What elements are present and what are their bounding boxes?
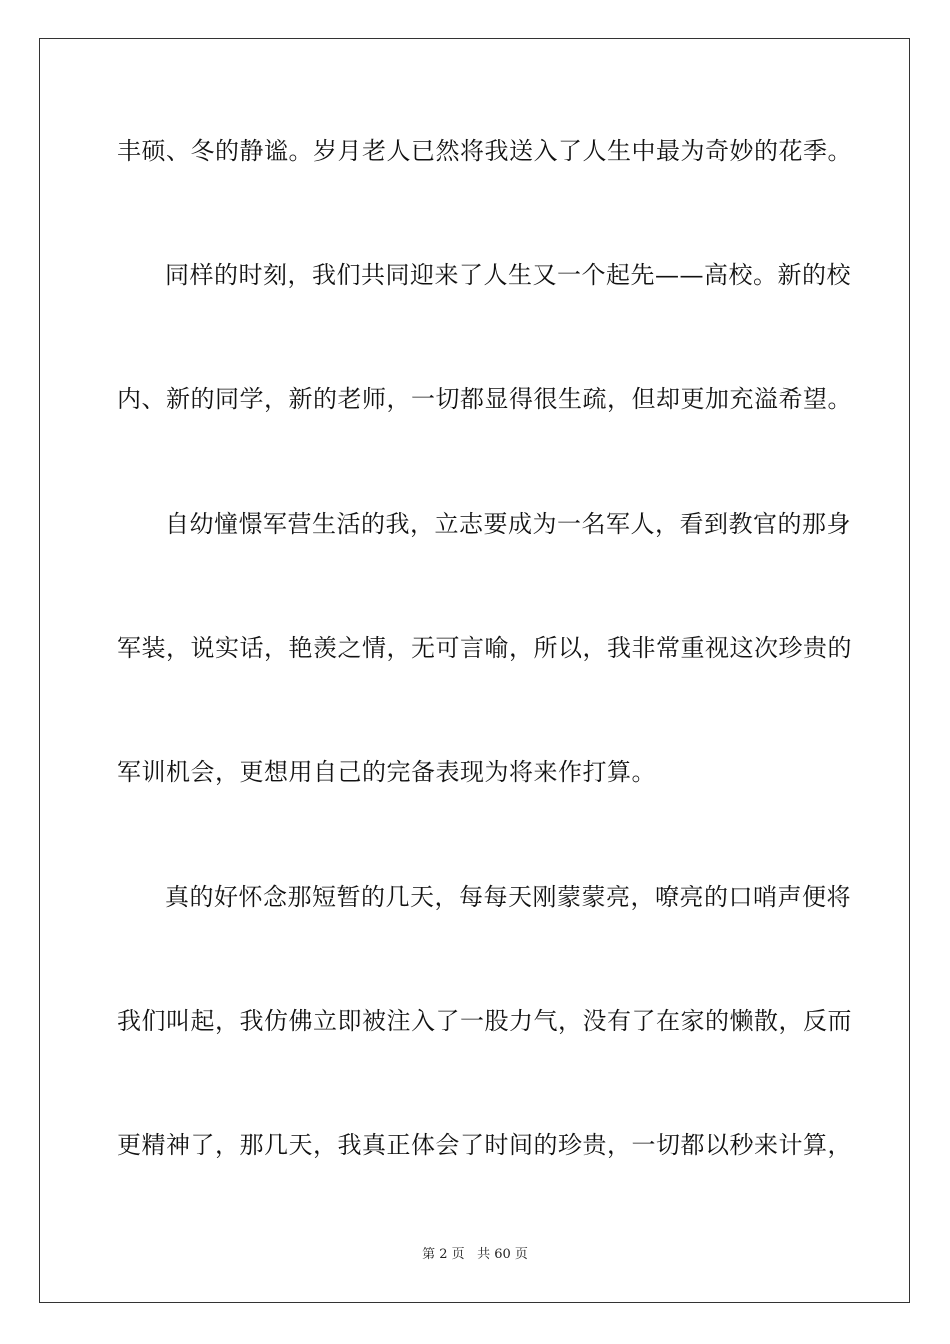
paragraph-line-5: 军装，说实话，艳羡之情，无可言喻，所以，我非常重视这次珍贵的 — [117, 634, 852, 662]
paragraph-line-3: 内、新的同学，新的老师，一切都显得很生疏，但却更加充溢希望。 — [117, 385, 852, 413]
paragraph-line-4: 自幼憧憬军营生活的我，立志要成为一名军人，看到教官的那身 — [165, 510, 851, 538]
page-total: 共 60 页 — [477, 1247, 528, 1262]
page-border — [39, 38, 910, 1303]
paragraph-line-7: 真的好怀念那短暂的几天，每每天刚蒙蒙亮，嘹亮的口哨声便将 — [165, 883, 851, 911]
paragraph-line-1: 丰硕、冬的静谧。岁月老人已然将我送入了人生中最为奇妙的花季。 — [117, 137, 852, 165]
paragraph-line-8: 我们叫起，我仿佛立即被注入了一股力气，没有了在家的懒散，反而 — [117, 1007, 852, 1035]
paragraph-line-6: 军训机会，更想用自己的完备表现为将来作打算。 — [117, 758, 656, 786]
page-number: 第 2 页 — [422, 1247, 465, 1262]
paragraph-line-9: 更精神了，那几天，我真正体会了时间的珍贵，一切都以秒来计算， — [117, 1131, 852, 1159]
page-footer — [0, 1247, 950, 1263]
paragraph-line-2: 同样的时刻，我们共同迎来了人生又一个起先——高校。新的校 — [165, 261, 851, 289]
